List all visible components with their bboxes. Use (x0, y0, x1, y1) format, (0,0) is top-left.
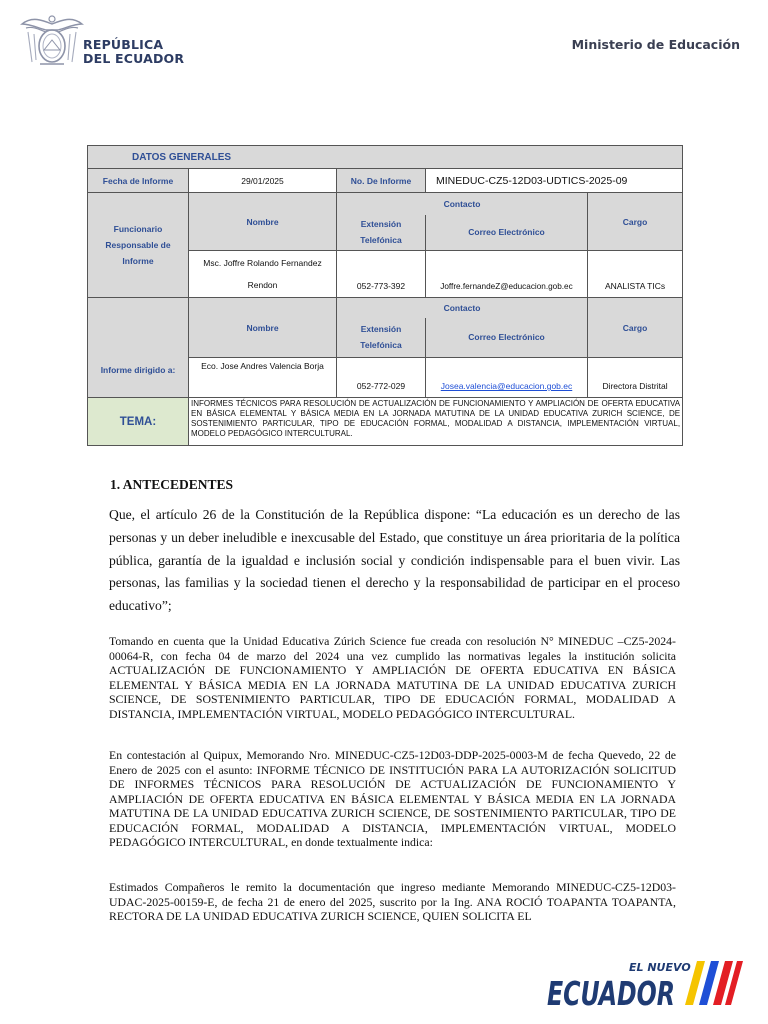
name-header: Nombre (189, 193, 337, 251)
responsible-role: ANALISTA TICs (588, 251, 683, 298)
responsible-email: Joffre.fernandeZ@educacion.gob.ec (426, 251, 588, 298)
logo-big-text: ECUADOR (547, 974, 675, 1011)
responsible-label: Funcionario Responsable de Informe (88, 193, 189, 298)
extension-header-2: Extensión Telefónica (337, 318, 426, 358)
table-row (88, 169, 683, 193)
addressed-role: Directora Distrital (588, 358, 683, 398)
tema-label: TEMA: (88, 398, 189, 446)
role-header: Cargo (588, 193, 683, 251)
addressed-phone: 052-772-029 (337, 358, 426, 398)
contact-header-2: Contacto (337, 298, 588, 318)
logo-small-text: EL NUEVO (629, 961, 691, 974)
date-value: 29/01/2025 (189, 169, 337, 193)
paragraph-constitution: Que, el artículo 26 de la Constitución de la República dispone: “La educación es un derecho de las personas y un deber ineludible e inexcusable del Estado, que constituye un área prioritaria de la política pública, garantía de la igualdad e inclusión social y condición indispensable para el buen vivir. Las personas, las familias y la sociedad tienen el derecho y la responsabilidad de participar en el proceso educativo”; (109, 507, 680, 614)
role-header-2: Cargo (588, 298, 683, 358)
table-row (88, 398, 683, 446)
paragraph-resolution: Tomando en cuenta que la Unidad Educativa Zúrich Science fue creada con resolución N° MINEDUC –CZ5-2024-00064-R, con fecha 04 de marzo del 2024 una vez cumplido las normativas legales la institución solicita ACTUALIZACIÓN DE FUNCIONAMIENTO Y AMPLIACIÓN DE OFERTA EDUCATIVA EN BÁSICA ELEMENTAL Y BÁSICA MEDIA EN LA JORNADA MATUTINA DE LA UNIDAD EDUCATIVA ZURICH SCIENCE, DE SOSTENIMIENTO PARTICULAR, TIPO DE EDUCACIÓN FORMAL, MODALIDAD A DISTANCIA, IMPLEMENTACIÓN VIRTUAL, MODELO PEDAGÓGICO INTERCULTURAL. (109, 634, 676, 721)
republic-title (83, 38, 184, 66)
addressed-name: Eco. Jose Andres Valencia Borja (189, 358, 337, 398)
tema-text: INFORMES TÉCNICOS PARA RESOLUCIÓN DE ACTUALIZACIÓN DE FUNCIONAMIENTO Y AMPLIACIÓN DE OFERTA EDUCATIVA EN BÁSICA ELEMENTAL Y BÁSICA MEDIA EN LA JORNADA MATUTINA DE LA UNIDAD EDUCATIVA ZURICH SCIENCE, DE SOSTENIMIENTO PARTICULAR, TIPO DE EDUCACIÓN FORMAL, MODALIDAD A DISTANCIA, IMPLEMENTACIÓN VIRTUAL, MODELO PEDAGÓGICO INTERCULTURAL. (189, 398, 683, 446)
extension-header: Extensión Telefónica (337, 215, 426, 251)
republic-line-1: REPÚBLICA (83, 37, 164, 52)
section-heading-antecedentes: 1. ANTECEDENTES (110, 477, 234, 492)
addressed-email-cell (426, 358, 588, 398)
republic-line-2: DEL ECUADOR (83, 51, 185, 66)
email-header-2: Correo Electrónico (426, 318, 588, 358)
report-no-label: No. De Informe (337, 169, 426, 193)
table-row (88, 298, 683, 318)
table-row (88, 193, 683, 215)
el-nuevo-ecuador-logo (545, 955, 745, 1011)
paragraph-memorandum: Estimados Compañeros le remito la documentación que ingreso mediante Memorando MINEDUC-CZ5-12D03-UDAC-2025-00159-E, de fecha 21 de enero del 2025, suscrito por la Ing. ANA ROCIÓ TOAPANTA TOAPANTA, RECTORA DE LA UNIDAD EDUCATIVA ZURICH SCIENCE, QUIEN SOLICITA EL (109, 880, 676, 923)
email-header: Correo Electrónico (426, 215, 588, 251)
page-header (0, 0, 768, 80)
name-header-2: Nombre (189, 298, 337, 358)
paragraph-quipux: En contestación al Quipux, Memorando Nro. MINEDUC-CZ5-12D03-DDP-2025-0003-M de fecha Quevedo, 22 de Enero de 2025 con el asunto: INFORME TÉCNICO DE INSTITUCIÓN PARA LA AUTORIZACIÓN SOLICITUD DE INFORMES TÉCNICOS PARA RESOLUCIÓN DE ACTUALIZACIÓN DE FUNCIONAMIENTO Y AMPLIACIÓN DE OFERTA EDUCATIVA EN BÁSICA ELEMENTAL Y BÁSICA MEDIA EN LA JORNADA MATUTINA DE LA UNIDAD EDUCATIVA ZURICH SCIENCE, DE SOSTENIMIENTO PARTICULAR, TIPO DE EDUCACIÓN FORMAL, MODALIDAD A DISTANCIA, IMPLEMENTACIÓN VIRTUAL, MODELO PEDAGÓGICO INTERCULTURAL, en donde textualmente indica: (109, 748, 676, 849)
report-no-value: MINEDUC-CZ5-12D03-UDTICS-2025-09 (426, 169, 683, 193)
contact-header: Contacto (337, 193, 588, 215)
general-data-table (87, 145, 683, 446)
responsible-phone: 052-773-392 (337, 251, 426, 298)
date-label: Fecha de Informe (88, 169, 189, 193)
responsible-name: Msc. Joffre Rolando Fernandez Rendon (189, 251, 337, 298)
addressed-email-link[interactable]: Josea.valencia@educacion.gob.ec (440, 381, 573, 391)
ministry-name: Ministerio de Educación (571, 37, 740, 52)
section-title-datos: DATOS GENERALES (88, 146, 683, 169)
table-header-row (88, 146, 683, 169)
addressed-label: Informe dirigido a: (88, 298, 189, 398)
coat-of-arms-icon (18, 10, 86, 70)
